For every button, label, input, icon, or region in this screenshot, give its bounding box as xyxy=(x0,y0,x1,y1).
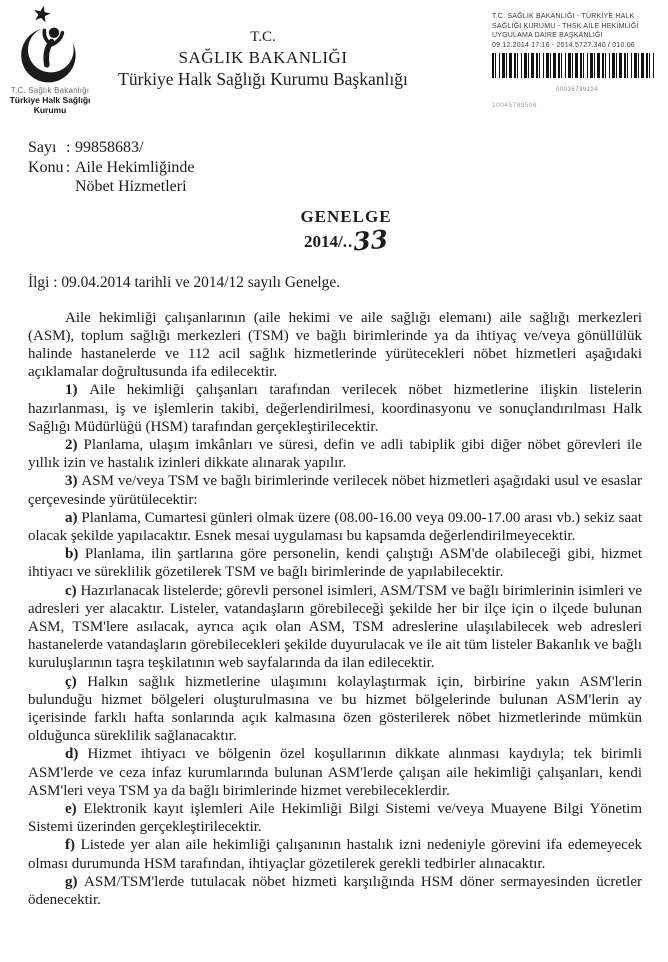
item-label: e) xyxy=(65,800,84,817)
genelge-number xyxy=(12,224,668,256)
konu-colon: : xyxy=(66,158,71,176)
paragraph-text: Planlama, Cumartesi günleri olmak üzere (08.00-16.00 veya 09.00-17.00 arası vb.) sekiz saat olacak şekilde yapılacaktır. Esnek mesai uygulaması bu kapsamda değerlendirilmeyecektir. xyxy=(28,509,642,544)
item-label: 3) xyxy=(65,473,82,490)
paragraph-text: Halkın sağlık hizmetlerine ulaşımını kolaylaştırmak için, birbirine yakın ASM'lerin bulunduğu hizmet bölgeleri oluşturulmasına ve bu hizmet bölgelerinde bulunan ASM'lerin ay içerisinde farklı hafta sonlarında açık kalmasına özen gösterilerek nöbet hizmetlerinde mümkün olduğunca süreklilik sağlanacaktır. xyxy=(28,673,643,745)
paragraph-text: Hazırlanacak listelerde; görevli personel isimleri, ASM/TSM ve bağlı birimlerinin isimleri ve adresleri yer alacaktır. Listeler, vatandaşların görebileceği şekilde her bir ilçe için o ilçede bulunan ASM, TSM'lere asılacak, ayrıca açık olan ASM, TSM adreslerine ulaşılabilecek web adresleri hastanelerde vatandaşların görebilecekleri şekilde duyurulacak ve ile ait tüm listeler Bakanlık ve bağlı kuruluşlarının taşra teşkilatının web sayfalarında da ilan edilecektir. xyxy=(28,582,642,672)
genelge-heading: GENELGE xyxy=(300,206,392,226)
letterhead xyxy=(0,0,668,115)
body-paragraph xyxy=(28,545,642,581)
body-paragraph xyxy=(28,836,642,872)
konu-label: Konu xyxy=(28,158,64,176)
registration-stamp xyxy=(492,12,664,109)
item-label: f) xyxy=(65,837,81,854)
body-paragraph xyxy=(28,673,642,746)
konu-value-line1: Aile Hekimliğinde xyxy=(75,158,195,176)
letterhead-institution: Türkiye Halk Sağlığı Kurumu Başkanlığı xyxy=(118,69,408,89)
ilgi-separator: : xyxy=(49,273,62,291)
item-label: 2) xyxy=(65,436,84,453)
item-label: a) xyxy=(65,509,82,526)
konu-value-line2: Nöbet Hizmetleri xyxy=(75,178,187,195)
body-paragraph xyxy=(28,509,642,545)
item-label: 1) xyxy=(65,382,90,399)
body-paragraph xyxy=(28,800,642,836)
stamp-line1: T.C. SAĞLIK BAKANLIĞI - TÜRKİYE HALK xyxy=(492,13,635,20)
sayi-row xyxy=(28,138,668,158)
body-paragraph xyxy=(28,381,642,436)
ilgi-line xyxy=(28,274,668,292)
stamp-line2: SAĞLIĞI KURUMU - THSK AİLE HEKİMLİĞİ xyxy=(492,22,639,30)
item-label: g) xyxy=(65,873,85,890)
genelge-handwritten-number: 33 xyxy=(352,224,390,256)
paragraph-text: Planlama, ilin şartlarına göre personelin, kendi çalıştığı ASM'de olabileceği gibi, hizmet ihtiyacı ve süreklilik gözetilerek TSM ve bağlı birimlerinde de yapılabilecektir. xyxy=(28,546,642,581)
paragraph-text: Aile hekimliği çalışanları tarafından verilecek nöbet hizmetlerine ilişkin listelerin hazırlanması, iş ve işlemlerin takibi, değerlendirilmesi, koordinasyonu ve sonuçlandırılması Halk Sağlığı Müdürlüğü (HSM) tarafından gerçekleştirilecektir. xyxy=(28,382,642,435)
paragraph-text: ASM ve/veya TSM ve bağlı birimlerinde verilecek nöbet hizmetleri aşağıdaki usul ve esaslar çerçevesinde yürütülecektir: xyxy=(28,473,642,508)
item-label: b) xyxy=(65,546,85,563)
body-paragraph xyxy=(28,472,642,508)
barcode-number: 00036739124 xyxy=(556,87,599,94)
paragraph-text: Planlama, ulaşım imkânları ve süresi, defin ve adli tabiplik gibi diğer nöbet görevleri ile yıllık izin ve hastalık izinleri dikkate alınarak yapılır. xyxy=(28,436,642,472)
body-paragraph xyxy=(28,309,642,382)
letterhead-ministry: SAĞLIK BAKANLIĞI xyxy=(178,48,348,67)
item-label: d) xyxy=(65,746,88,763)
logo-caption-line3: Kurumu xyxy=(33,105,67,115)
body-paragraph xyxy=(28,436,642,472)
stamp-ref-number: 10045789506 xyxy=(492,102,538,110)
genelge-dots: .. xyxy=(342,231,354,251)
document-meta xyxy=(28,138,668,197)
paragraph-text: ASM/TSM'lerde tutulacak nöbet hizmeti karşılığında HSM döner sermayesinden ücretler ödenecektir. xyxy=(28,873,643,908)
body-paragraph xyxy=(28,745,642,800)
body-paragraph xyxy=(28,582,642,673)
document-body xyxy=(28,309,642,910)
stamp-datetime: 09.12.2014 17:16 - 2014.5727.340 / 010.06 xyxy=(492,41,635,49)
konu-row xyxy=(28,158,668,178)
genelge-title-block xyxy=(12,207,668,254)
stamp-line3: UYGULAMA DAİRE BAŞKANLIĞI xyxy=(492,32,603,40)
genelge-year: 2014/ xyxy=(303,231,343,251)
letterhead-title xyxy=(60,28,466,91)
barcode xyxy=(492,53,656,78)
paragraph-text: Elektronik kayıt işlemleri Aile Hekimliği Bilgi Sistemi ve/veya Muayene Bilgi Yönetim Sistemi üzerinden gerçekleştirilecektir. xyxy=(28,800,643,836)
paragraph-text: Aile hekimliği çalışanlarının (aile hekimi ve aile sağlığı elemanı) aile sağlığı merkezleri (ASM), toplum sağlığı merkezleri (TSM) ve bağlı birimlerinde ya da ihtiyaç ve/veya gönüllülük halinde hastanelerde ve 112 acil sağlık hizmetlerinde yürütecekleri nöbet hizmetleri aşağıdaki açıklamalar doğrultusunda ifa edilecektir. xyxy=(28,309,642,381)
item-label: c) xyxy=(65,582,81,599)
body-paragraph xyxy=(28,873,642,909)
logo-caption-line1: T.C. Sağlık Bakanlığı xyxy=(10,86,90,95)
ilgi-text: 09.04.2014 tarihli ve 2014/12 sayılı Genelge. xyxy=(61,273,341,291)
sayi-colon: : xyxy=(66,139,71,156)
logo-caption-line2: Türkiye Halk Sağlığı xyxy=(9,95,91,105)
item-label: ç) xyxy=(65,673,88,690)
paragraph-text: Listede yer alan aile hekimliği çalışanının hastalık izni nedeniyle görevini ifa edemeyecek olması durumunda HSM tarafından, ihtiyaçlar gözetilerek gerekli tedbirler alınacaktır. xyxy=(28,837,642,872)
ilgi-label: İlgi xyxy=(28,273,50,291)
sayi-value: 99858683/ xyxy=(75,139,144,156)
letterhead-tc: T.C. xyxy=(250,29,276,45)
sayi-label: Sayı xyxy=(28,139,57,156)
paragraph-text: Hizmet ihtiyacı ve bölgenin özel koşullarının dikkate alınması kaydıyla; tek birimli ASM'lerde ve ceza infaz kurumlarında bulunan ASM'lerde çalışan aile hekimliği çalışanları, kendi ASM'leri veya TSM ya da bağlı birimlerinde hizmet verebileceklerdir. xyxy=(28,746,642,799)
